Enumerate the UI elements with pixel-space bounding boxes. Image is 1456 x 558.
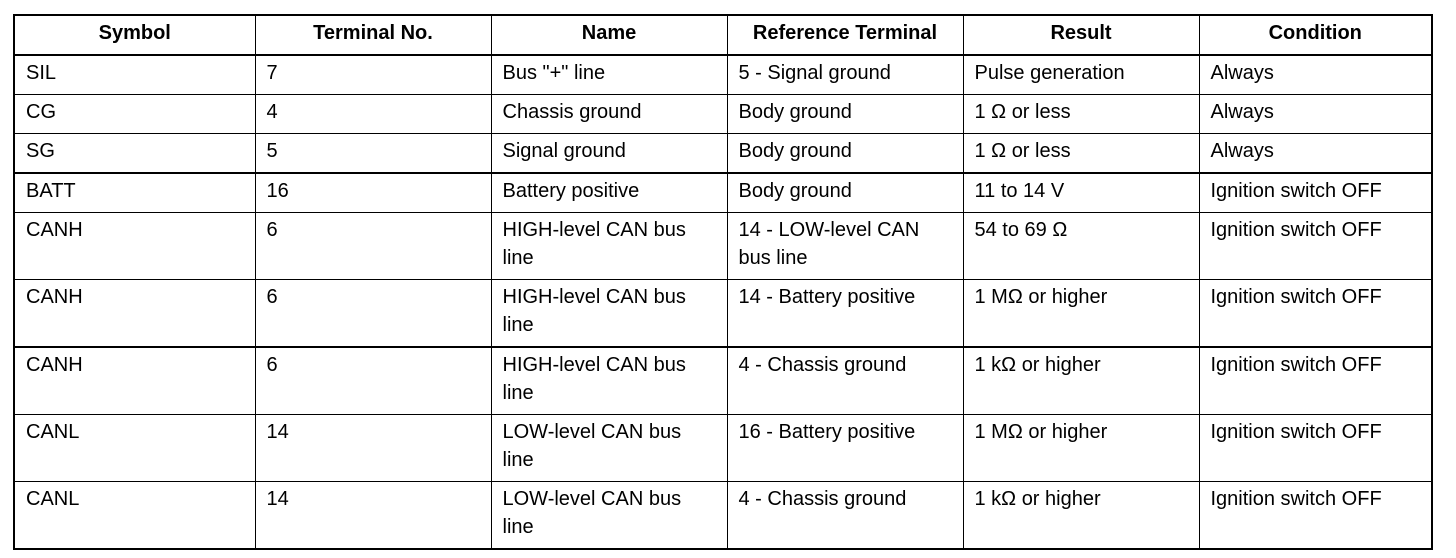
cell-terminal-no: 14: [255, 415, 491, 482]
cell-result: 1 Ω or less: [963, 134, 1199, 174]
table-row: [14, 213, 1432, 280]
cell-condition: Ignition switch OFF: [1199, 415, 1432, 482]
cell-result: Pulse generation: [963, 55, 1199, 95]
cell-condition: Always: [1199, 95, 1432, 134]
cell-reference-terminal: 16 - Battery positive: [727, 415, 963, 482]
cell-result: 1 kΩ or higher: [963, 347, 1199, 415]
cell-condition: Ignition switch OFF: [1199, 213, 1432, 280]
cell-reference-terminal: 5 - Signal ground: [727, 55, 963, 95]
cell-name: Chassis ground: [491, 95, 727, 134]
cell-reference-terminal: Body ground: [727, 134, 963, 174]
cell-condition: Always: [1199, 55, 1432, 95]
cell-condition: Ignition switch OFF: [1199, 173, 1432, 213]
cell-symbol: CANH: [14, 347, 255, 415]
table-row: [14, 482, 1432, 550]
header-row: [14, 15, 1432, 55]
cell-terminal-no: 4: [255, 95, 491, 134]
cell-symbol: SIL: [14, 55, 255, 95]
cell-symbol: CG: [14, 95, 255, 134]
header-result: Result: [963, 15, 1199, 55]
header-terminal-no: Terminal No.: [255, 15, 491, 55]
cell-condition: Ignition switch OFF: [1199, 347, 1432, 415]
cell-terminal-no: 16: [255, 173, 491, 213]
cell-terminal-no: 6: [255, 347, 491, 415]
cell-terminal-no: 7: [255, 55, 491, 95]
cell-name: LOW-level CAN bus line: [491, 415, 727, 482]
cell-symbol: CANL: [14, 415, 255, 482]
cell-name: LOW-level CAN bus line: [491, 482, 727, 550]
cell-reference-terminal: Body ground: [727, 173, 963, 213]
cell-condition: Ignition switch OFF: [1199, 482, 1432, 550]
cell-name: HIGH-level CAN bus line: [491, 347, 727, 415]
cell-symbol: CANH: [14, 280, 255, 348]
cell-symbol: CANL: [14, 482, 255, 550]
cell-condition: Always: [1199, 134, 1432, 174]
cell-condition: Ignition switch OFF: [1199, 280, 1432, 348]
table-row: [14, 280, 1432, 348]
header-condition: Condition: [1199, 15, 1432, 55]
cell-name: HIGH-level CAN bus line: [491, 213, 727, 280]
cell-result: 11 to 14 V: [963, 173, 1199, 213]
cell-reference-terminal: 14 - LOW-level CAN bus line: [727, 213, 963, 280]
table-row: [14, 134, 1432, 174]
table-row: [14, 415, 1432, 482]
cell-name: HIGH-level CAN bus line: [491, 280, 727, 348]
cell-symbol: SG: [14, 134, 255, 174]
table-row: [14, 95, 1432, 134]
cell-symbol: BATT: [14, 173, 255, 213]
cell-result: 1 MΩ or higher: [963, 415, 1199, 482]
header-symbol: Symbol: [14, 15, 255, 55]
header-reference-terminal: Reference Terminal: [727, 15, 963, 55]
cell-symbol: CANH: [14, 213, 255, 280]
cell-name: Battery positive: [491, 173, 727, 213]
cell-name: Bus "+" line: [491, 55, 727, 95]
cell-result: 1 Ω or less: [963, 95, 1199, 134]
header-name: Name: [491, 15, 727, 55]
table-row: [14, 347, 1432, 415]
terminal-spec-table: [13, 14, 1433, 550]
cell-name: Signal ground: [491, 134, 727, 174]
cell-result: 54 to 69 Ω: [963, 213, 1199, 280]
cell-terminal-no: 5: [255, 134, 491, 174]
cell-reference-terminal: 4 - Chassis ground: [727, 347, 963, 415]
table-row: [14, 55, 1432, 95]
cell-reference-terminal: Body ground: [727, 95, 963, 134]
cell-terminal-no: 6: [255, 213, 491, 280]
cell-reference-terminal: 4 - Chassis ground: [727, 482, 963, 550]
cell-result: 1 kΩ or higher: [963, 482, 1199, 550]
cell-terminal-no: 6: [255, 280, 491, 348]
cell-terminal-no: 14: [255, 482, 491, 550]
cell-reference-terminal: 14 - Battery positive: [727, 280, 963, 348]
cell-result: 1 MΩ or higher: [963, 280, 1199, 348]
table-row: [14, 173, 1432, 213]
